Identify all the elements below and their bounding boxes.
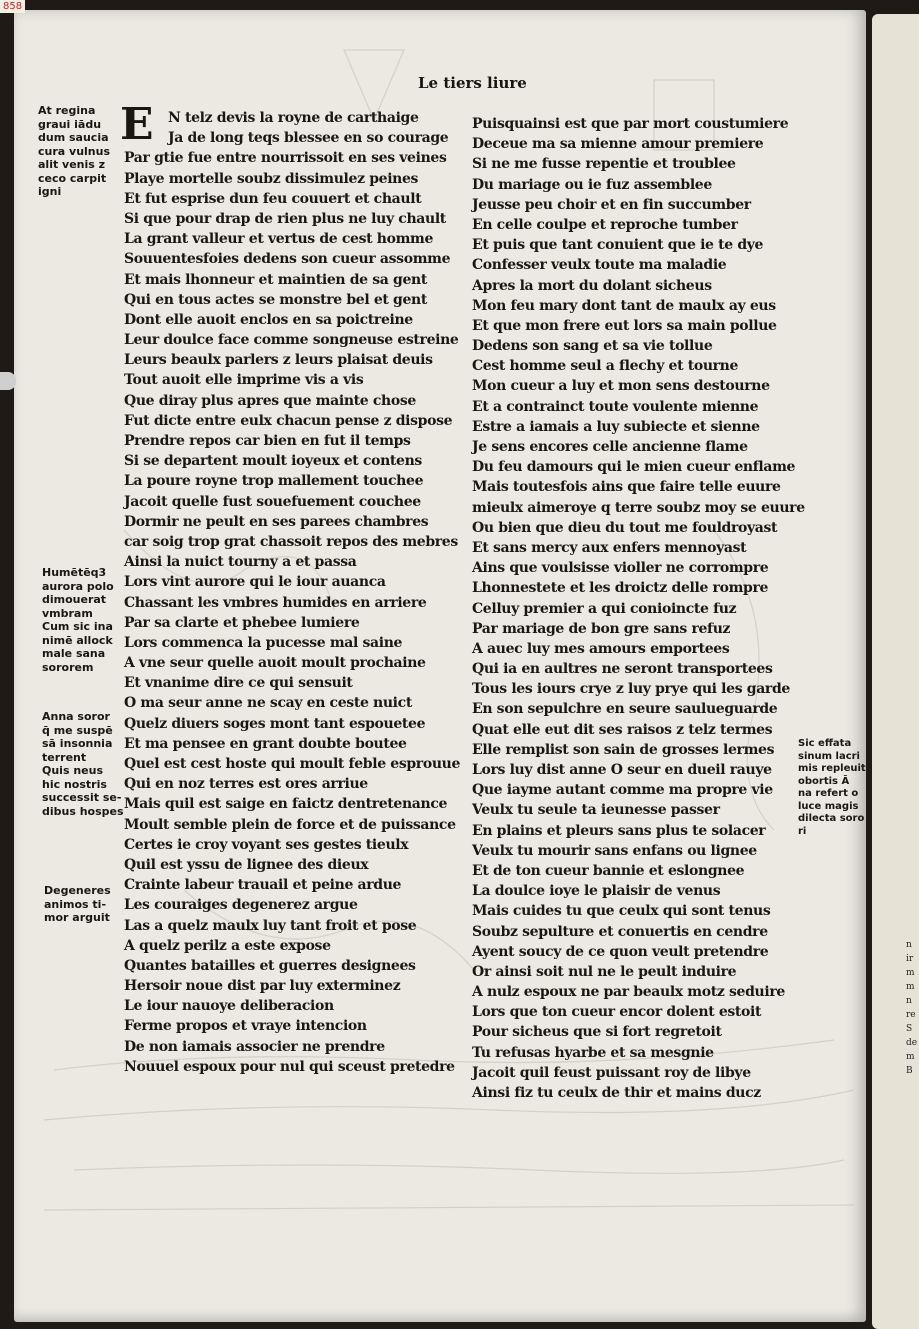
margin-note-line: alit venis z xyxy=(38,158,106,171)
text-line: Du feu damours qui le mien cueur enflame xyxy=(472,459,796,476)
text-line: Leurs beaulx parlers z leurs plaisat deuis xyxy=(124,352,433,369)
facing-page-text-fragment xyxy=(906,938,919,1078)
text-line: Playe mortelle soubz dissimulez peines xyxy=(124,170,419,187)
margin-note-line: Cum sic ina xyxy=(42,620,113,633)
text-line: Veulx tu seule ta ieunesse passer xyxy=(472,802,720,819)
text-line: Qui en tous actes se monstre bel et gent xyxy=(124,291,427,308)
margin-note-degeneres xyxy=(44,884,111,925)
margin-note-line: successit se- xyxy=(42,791,122,804)
text-line: Quel est cest hoste qui moult feble esprouue xyxy=(124,756,461,772)
text-line: A nulz espoux ne par beaulx motz seduire xyxy=(472,984,785,1001)
text-line: Souuentesfoies dedens son cueur assomme xyxy=(124,251,451,268)
fragment-letter: ir xyxy=(906,954,914,964)
text-line: Si ne me fusse repentie et troublee xyxy=(472,156,736,173)
text-line: Elle remplist son sain de grosses lermes xyxy=(472,741,775,758)
text-line: Lors vint aurore qui le iour auanca xyxy=(124,574,386,591)
text-line: N telz devis la royne de carthaige xyxy=(168,110,419,126)
text-line: Du mariage ou ie fuz assemblee xyxy=(472,176,712,193)
text-line: Et puis que tant conuient que ie te dye xyxy=(472,237,764,254)
text-line: Quat elle eut dit ses raisos z telz termes xyxy=(472,721,773,738)
margin-note-line: aurora polo xyxy=(42,579,114,593)
text-line: Quantes batailles et guerres designees xyxy=(124,957,416,974)
text-line: Et fut esprise dun feu couuert et chault xyxy=(124,190,422,207)
margin-note-line: sinum lacri xyxy=(798,750,860,762)
text-line: A auec luy mes amours emportees xyxy=(472,640,730,657)
text-line: Quil est yssu de lignee des dieux xyxy=(124,856,369,873)
text-line: Que diray plus apres que mainte chose xyxy=(124,392,416,409)
text-line: Confesser veulx toute ma maladie xyxy=(472,257,727,274)
fragment-letter: n xyxy=(906,996,912,1006)
margin-note-line: hic nostris xyxy=(42,777,107,791)
text-line: Par gtie fue entre nourrissoit en ses veines xyxy=(124,150,447,167)
text-line: Lhonnestete et les droictz delle rompre xyxy=(472,580,769,597)
margin-note-line: q̄ me suspē xyxy=(42,723,113,737)
text-line: Qui en noz terres est ores arriue xyxy=(124,776,368,793)
margin-note-line: male sana xyxy=(42,647,106,660)
text-line: Que iayme autant comme ma propre vie xyxy=(472,782,773,799)
text-line: Et mais lhonneur et maintien de sa gent xyxy=(124,271,427,288)
text-line: Hersoir noue dist par luy exterminez xyxy=(124,978,401,995)
text-line: Tous les iours crye z luy prye qui les garde xyxy=(472,681,790,698)
text-line: La grant valleur et vertus de cest homme xyxy=(124,231,434,248)
text-line: Las a quelz maulx luy tant froit et pose xyxy=(124,917,417,934)
text-line: Or ainsi soit nul ne le peult induire xyxy=(472,963,737,980)
text-line: Cest homme seul a flechy et tourne xyxy=(472,358,739,375)
margin-note-line: ceco carpit xyxy=(38,171,107,185)
margin-note-line: ri xyxy=(798,825,807,837)
text-line: Deceue ma sa mienne amour premiere xyxy=(472,136,764,153)
text-line: Qui ia en aultres ne seront transportees xyxy=(472,661,773,678)
text-line: Tu refusas hyarbe et sa mesgnie xyxy=(472,1044,714,1061)
text-line: Ainsi fiz tu ceulx de thir et mains ducz xyxy=(472,1085,761,1101)
text-line: Lors luy dist anne O seur en dueil rauye xyxy=(472,762,772,778)
margin-note-line: animos ti- xyxy=(44,897,107,911)
margin-note-humentes xyxy=(42,566,114,674)
margin-note-line: cura vulnus xyxy=(38,144,111,158)
text-line: Celluy premier a qui conioincte fuz xyxy=(472,600,737,617)
fragment-letter: n xyxy=(906,940,912,950)
margin-note-line: nimē allock xyxy=(42,633,113,647)
text-line: Si que pour drap de rien plus ne luy chault xyxy=(124,210,446,227)
text-line: mieulx aimeroye q terre soubz moy se euure xyxy=(472,499,805,516)
margin-note-line: Sic effata xyxy=(798,738,852,749)
text-line: Tout auoit elle imprime vis a vis xyxy=(124,372,364,389)
text-line: Nouuel espoux pour nul qui sceust pretedre xyxy=(124,1058,455,1075)
text-line: Et a contrainct toute voulente mienne xyxy=(472,398,759,415)
margin-note-line: sā insonnia xyxy=(42,737,113,750)
fragment-letter: S xyxy=(906,1024,913,1034)
text-line: Si se departent moult ioyeux et contens xyxy=(124,453,422,470)
margin-note-line: vmbram xyxy=(42,606,93,620)
text-line: Les couraiges degenerez argue xyxy=(124,897,358,914)
text-line: Jacoit quil feust puissant roy de libye xyxy=(472,1064,751,1081)
text-line: Et vnanime dire ce qui sensuit xyxy=(124,675,353,692)
fragment-letter: re xyxy=(906,1010,916,1020)
text-line: O ma seur anne ne scay en ceste nuict xyxy=(124,695,412,712)
text-line: Pour sicheus que si fort regretoit xyxy=(472,1024,722,1041)
fragment-letter: m xyxy=(906,982,915,992)
text-line: A quelz perilz a este expose xyxy=(124,937,331,954)
fragment-letter: m xyxy=(906,1052,915,1062)
text-line: Dedens son sang et sa vie tollue xyxy=(472,338,713,355)
margin-note-at-regina xyxy=(38,104,110,199)
text-line: Ayent soucy de ce quon veult pretendre xyxy=(472,943,769,960)
text-line: Je sens encores celle ancienne flame xyxy=(472,439,748,455)
margin-note-line: luce magis xyxy=(798,800,859,812)
text-line: Lors que ton cueur encor dolent estoit xyxy=(472,1004,762,1021)
margin-note-line: sororem xyxy=(42,660,94,674)
fragment-letter: m xyxy=(906,968,915,978)
text-line: De non iamais associer ne prendre xyxy=(124,1038,385,1055)
text-line: Soubz sepulture et conuertis en cendre xyxy=(472,923,768,940)
text-line: En plains et pleurs sans plus te solacer xyxy=(472,822,766,839)
text-line: Ainsi la nuict tourny a et passa xyxy=(124,554,357,571)
fragment-letter: de xyxy=(906,1038,918,1048)
text-line: Fut dicte entre eulx chacun pense z dispose xyxy=(124,412,453,429)
page-tab-marker xyxy=(0,372,16,390)
margin-note-line: terrent xyxy=(42,750,87,764)
facing-page-edge xyxy=(872,14,919,1329)
text-line: car soig trop grat chassoit repos des mebres xyxy=(124,533,458,550)
text-line: Le iour nauoye deliberacion xyxy=(124,998,334,1015)
margin-note-line: Anna soror xyxy=(42,710,110,723)
decorated-initial: E xyxy=(120,99,154,150)
text-line: Et de ton cueur bannie et eslongnee xyxy=(472,862,745,879)
text-line: A vne seur quelle auoit moult prochaine xyxy=(124,655,426,672)
text-line: Lors commenca la pucesse mal saine xyxy=(124,634,403,651)
text-line: Jeusse peu choir et en fin succumber xyxy=(472,196,751,213)
text-line: Mais toutesfois ains que faire telle euure xyxy=(472,479,781,496)
text-line: La poure royne trop mallement touchee xyxy=(124,473,424,490)
text-line: Puisquainsi est que par mort coustumiere xyxy=(472,116,789,132)
text-line: Mais cuides tu que ceulx qui sont tenus xyxy=(472,903,771,920)
margin-note-sic-effata xyxy=(798,738,866,838)
margin-note-line: Degeneres xyxy=(44,884,111,897)
margin-note-line: dimouerat xyxy=(42,593,107,606)
fragment-letter: B xyxy=(906,1066,913,1076)
margin-note-line: Quis neus xyxy=(42,764,103,777)
text-line: Leur doulce face comme songneuse estreine xyxy=(124,332,459,349)
text-line: Apres la mort du dolant sicheus xyxy=(472,277,712,294)
text-line: Et sans mercy aux enfers mennoyast xyxy=(472,539,747,556)
margin-note-line: dum saucia xyxy=(38,131,109,144)
text-line: Mais quil est saige en faictz dentretenance xyxy=(124,796,448,813)
left-text-column xyxy=(124,108,464,1077)
margin-note-line: mis repleuit xyxy=(798,763,866,774)
text-line: Ou bien que dieu du tout me fouldroyast xyxy=(472,519,778,536)
margin-note-line: na refert o xyxy=(798,788,859,799)
folio-number-tag: 858 xyxy=(0,0,25,13)
text-line: En celle coulpe et reproche tumber xyxy=(472,216,738,233)
text-line: La doulce ioye le plaisir de venus xyxy=(472,883,721,900)
text-line: Quelz diuers soges mont tant espouetee xyxy=(124,715,426,732)
text-line: Veulx tu mourir sans enfans ou lignee xyxy=(472,842,757,859)
margin-note-line: dilecta soro xyxy=(798,813,865,824)
text-line: Et que mon frere eut lors sa main pollue xyxy=(472,317,777,334)
text-line: Mon feu mary dont tant de maulx ay eus xyxy=(472,297,776,314)
margin-note-line: obortis Ā xyxy=(798,775,850,787)
text-line: Ja de long teqs blessee en so courage xyxy=(168,130,449,147)
text-line: Moult semble plein de force et de puissance xyxy=(124,816,456,833)
text-line: En son sepulchre en seure saulueguarde xyxy=(472,701,778,718)
margin-note-line: At regina xyxy=(38,104,96,117)
text-line: Par sa clarte et phebee lumiere xyxy=(124,614,360,631)
margin-note-line: graui iādu xyxy=(38,117,102,131)
text-line: Et ma pensee en grant doubte boutee xyxy=(124,735,407,752)
text-line: Crainte labeur trauail et peine ardue xyxy=(124,877,402,894)
text-line: Certes ie croy voyant ses gestes tieulx xyxy=(124,836,409,853)
margin-note-line: mor arguit xyxy=(44,911,110,924)
text-line: Ains que voulsisse violler ne corrompre xyxy=(472,560,769,577)
margin-note-anna-soror xyxy=(42,710,124,818)
margin-note-line: igni xyxy=(38,185,62,198)
right-text-column xyxy=(472,114,805,1103)
text-line: Dont elle auoit enclos en sa poictreine xyxy=(124,311,413,328)
margin-note-line: Humētēq3 xyxy=(42,566,107,579)
text-line: Estre a iamais a luy subiecte et sienne xyxy=(472,418,760,435)
text-line: Jacoit quelle fust souefuement couchee xyxy=(124,493,421,510)
margin-note-line: dibus hospes xyxy=(42,804,124,818)
text-line: Prendre repos car bien en fut il temps xyxy=(124,433,411,449)
text-line: Ferme propos et vraye intencion xyxy=(124,1018,367,1035)
text-line: Mon cueur a luy et mon sens destourne xyxy=(472,378,770,395)
running-head: Le tiers liure xyxy=(418,74,527,92)
text-line: Par mariage de bon gre sans refuz xyxy=(472,620,731,637)
text-line: Dormir ne peult en ses parees chambres xyxy=(124,513,429,530)
text-line: Chassant les vmbres humides en arriere xyxy=(124,594,427,611)
